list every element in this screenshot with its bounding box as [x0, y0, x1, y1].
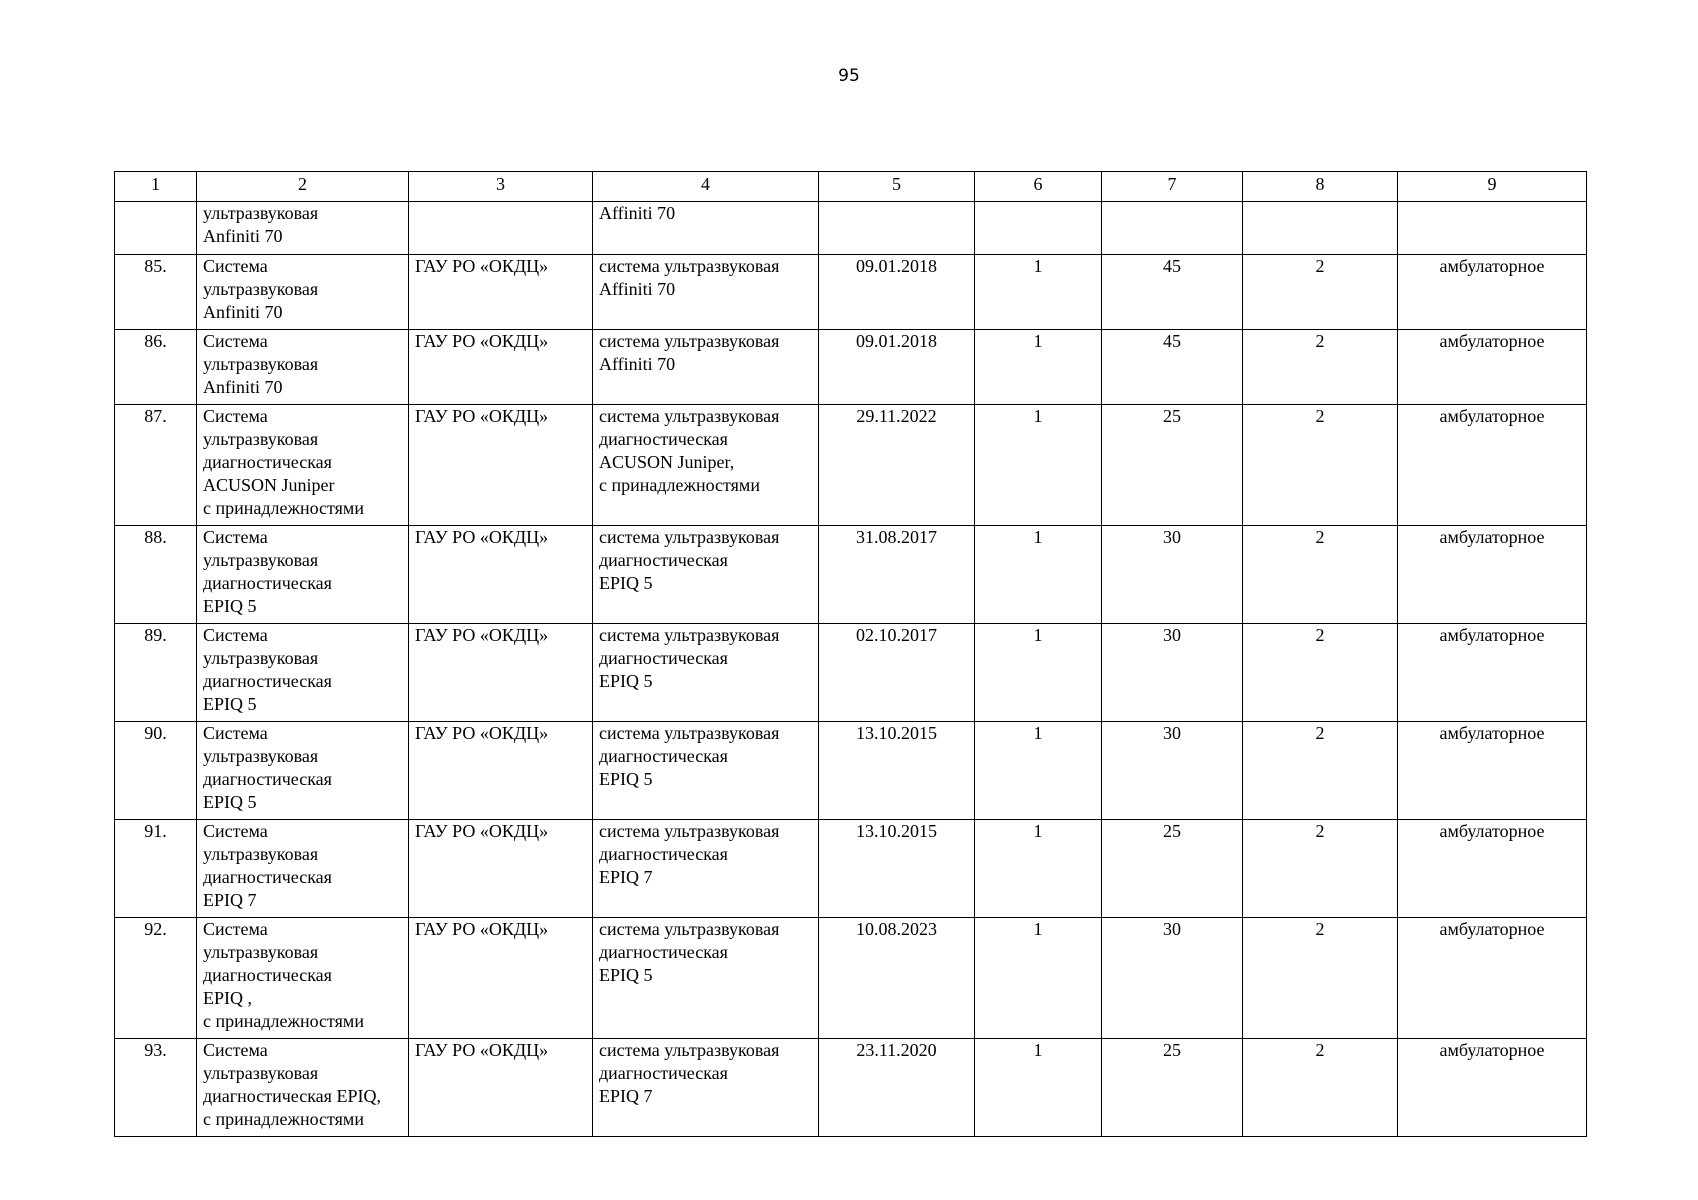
column-header: 8 — [1243, 172, 1398, 202]
cell-risk-class: 2 — [1243, 405, 1398, 526]
cell-risk-class: 2 — [1243, 526, 1398, 624]
cell-organization: ГАУ РО «ОКДЦ» — [409, 330, 593, 405]
cell-organization: ГАУ РО «ОКДЦ» — [409, 820, 593, 918]
cell-date — [819, 202, 975, 255]
cell-quantity — [975, 202, 1102, 255]
cell-equipment-name: Система ультразвуковая диагностическая EPIQ 5 — [197, 722, 409, 820]
column-header: 7 — [1102, 172, 1243, 202]
cell-risk-class — [1243, 202, 1398, 255]
cell-organization: ГАУ РО «ОКДЦ» — [409, 918, 593, 1039]
cell-row-number: 85. — [115, 255, 197, 330]
cell-model-name: система ультразвуковая диагностическая EPIQ 5 — [593, 526, 819, 624]
column-header: 4 — [593, 172, 819, 202]
cell-date: 10.08.2023 — [819, 918, 975, 1039]
cell-date: 31.08.2017 — [819, 526, 975, 624]
cell-model-name: система ультразвуковая диагностическая ACUSON Juniper, с принадлежностями — [593, 405, 819, 526]
cell-organization: ГАУ РО «ОКДЦ» — [409, 526, 593, 624]
cell-quantity: 1 — [975, 624, 1102, 722]
cell-equipment-name: ультразвуковая Anfiniti 70 — [197, 202, 409, 255]
table-row — [115, 526, 1587, 624]
cell-equipment-name: Система ультразвуковая Anfiniti 70 — [197, 255, 409, 330]
cell-model-name: система ультразвуковая диагностическая EPIQ 7 — [593, 1039, 819, 1137]
cell-quantity: 1 — [975, 722, 1102, 820]
cell-service-life: 25 — [1102, 820, 1243, 918]
cell-date: 29.11.2022 — [819, 405, 975, 526]
cell-row-number — [115, 202, 197, 255]
cell-model-name: система ультразвуковая диагностическая EPIQ 7 — [593, 820, 819, 918]
cell-model-name: Affiniti 70 — [593, 202, 819, 255]
cell-model-name: система ультразвуковая диагностическая EPIQ 5 — [593, 722, 819, 820]
cell-model-name: система ультразвуковая Affiniti 70 — [593, 255, 819, 330]
cell-model-name: система ультразвуковая Affiniti 70 — [593, 330, 819, 405]
cell-risk-class: 2 — [1243, 820, 1398, 918]
cell-service-life: 30 — [1102, 722, 1243, 820]
cell-equipment-name: Система ультразвуковая Anfiniti 70 — [197, 330, 409, 405]
column-header: 6 — [975, 172, 1102, 202]
cell-service-life: 45 — [1102, 330, 1243, 405]
cell-equipment-name: Система ультразвуковая диагностическая EPIQ 5 — [197, 624, 409, 722]
cell-service-life: 30 — [1102, 918, 1243, 1039]
column-header: 2 — [197, 172, 409, 202]
column-header: 3 — [409, 172, 593, 202]
column-header: 5 — [819, 172, 975, 202]
cell-organization: ГАУ РО «ОКДЦ» — [409, 255, 593, 330]
cell-risk-class: 2 — [1243, 330, 1398, 405]
cell-care-type: амбулаторное — [1398, 722, 1587, 820]
equipment-table — [114, 171, 1587, 1137]
cell-date: 13.10.2015 — [819, 820, 975, 918]
column-header: 9 — [1398, 172, 1587, 202]
cell-risk-class: 2 — [1243, 624, 1398, 722]
cell-quantity: 1 — [975, 526, 1102, 624]
cell-care-type: амбулаторное — [1398, 918, 1587, 1039]
cell-quantity: 1 — [975, 255, 1102, 330]
cell-care-type: амбулаторное — [1398, 820, 1587, 918]
cell-row-number: 89. — [115, 624, 197, 722]
cell-care-type: амбулаторное — [1398, 405, 1587, 526]
cell-quantity: 1 — [975, 1039, 1102, 1137]
cell-date: 23.11.2020 — [819, 1039, 975, 1137]
cell-risk-class: 2 — [1243, 722, 1398, 820]
cell-care-type: амбулаторное — [1398, 255, 1587, 330]
cell-organization: ГАУ РО «ОКДЦ» — [409, 1039, 593, 1137]
cell-organization: ГАУ РО «ОКДЦ» — [409, 722, 593, 820]
cell-date: 13.10.2015 — [819, 722, 975, 820]
cell-row-number: 90. — [115, 722, 197, 820]
cell-care-type: амбулаторное — [1398, 1039, 1587, 1137]
cell-service-life — [1102, 202, 1243, 255]
cell-service-life: 25 — [1102, 405, 1243, 526]
cell-risk-class: 2 — [1243, 255, 1398, 330]
column-header: 1 — [115, 172, 197, 202]
cell-organization: ГАУ РО «ОКДЦ» — [409, 624, 593, 722]
cell-organization: ГАУ РО «ОКДЦ» — [409, 405, 593, 526]
cell-equipment-name: Система ультразвуковая диагностическая EPIQ 5 — [197, 526, 409, 624]
table-row — [115, 330, 1587, 405]
cell-care-type: амбулаторное — [1398, 330, 1587, 405]
table-row — [115, 918, 1587, 1039]
cell-care-type: амбулаторное — [1398, 624, 1587, 722]
cell-quantity: 1 — [975, 330, 1102, 405]
cell-row-number: 93. — [115, 1039, 197, 1137]
cell-organization — [409, 202, 593, 255]
cell-date: 09.01.2018 — [819, 330, 975, 405]
cell-model-name: система ультразвуковая диагностическая EPIQ 5 — [593, 624, 819, 722]
table-row — [115, 624, 1587, 722]
cell-risk-class: 2 — [1243, 918, 1398, 1039]
cell-quantity: 1 — [975, 820, 1102, 918]
header-row — [115, 172, 1587, 202]
cell-equipment-name: Система ультразвуковая диагностическая EPIQ , с принадлежностями — [197, 918, 409, 1039]
cell-equipment-name: Система ультразвуковая диагностическая EPIQ 7 — [197, 820, 409, 918]
table-row — [115, 202, 1587, 255]
cell-row-number: 88. — [115, 526, 197, 624]
cell-quantity: 1 — [975, 918, 1102, 1039]
cell-care-type: амбулаторное — [1398, 526, 1587, 624]
cell-care-type — [1398, 202, 1587, 255]
cell-date: 02.10.2017 — [819, 624, 975, 722]
table-row — [115, 820, 1587, 918]
cell-date: 09.01.2018 — [819, 255, 975, 330]
table-row — [115, 1039, 1587, 1137]
cell-service-life: 25 — [1102, 1039, 1243, 1137]
cell-equipment-name: Система ультразвуковая диагностическая ACUSON Juniper с принадлежностями — [197, 405, 409, 526]
cell-risk-class: 2 — [1243, 1039, 1398, 1137]
cell-model-name: система ультразвуковая диагностическая EPIQ 5 — [593, 918, 819, 1039]
table-row — [115, 405, 1587, 526]
table-row — [115, 722, 1587, 820]
cell-service-life: 45 — [1102, 255, 1243, 330]
cell-row-number: 86. — [115, 330, 197, 405]
cell-row-number: 91. — [115, 820, 197, 918]
page-number: 95 — [838, 66, 860, 86]
cell-service-life: 30 — [1102, 624, 1243, 722]
cell-quantity: 1 — [975, 405, 1102, 526]
cell-row-number: 92. — [115, 918, 197, 1039]
cell-equipment-name: Система ультразвуковая диагностическая EPIQ, с принадлежностями — [197, 1039, 409, 1137]
cell-service-life: 30 — [1102, 526, 1243, 624]
cell-row-number: 87. — [115, 405, 197, 526]
table-row — [115, 255, 1587, 330]
